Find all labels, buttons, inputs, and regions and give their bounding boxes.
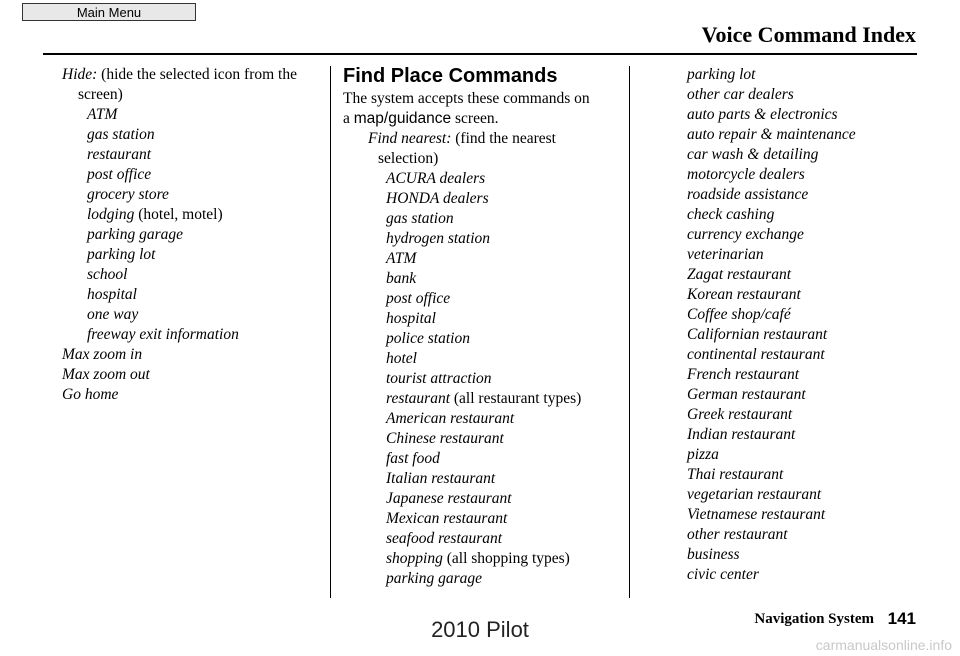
list-item: auto repair & maintenance <box>687 126 856 143</box>
column-divider-left <box>330 66 331 598</box>
lodging-term: lodging <box>87 206 135 223</box>
hide-item-list-2 <box>62 225 322 345</box>
section-heading: Find Place Commands <box>343 65 558 87</box>
list-item: Italian restaurant <box>386 470 496 487</box>
find-nearest-entry <box>343 129 623 149</box>
list-item: HONDA dealers <box>386 190 489 207</box>
intro-line-1: The system accepts these commands on <box>343 90 590 107</box>
list-item: Californian restaurant <box>687 326 828 343</box>
list-item: currency exchange <box>687 226 804 243</box>
list-item: Greek restaurant <box>687 406 793 423</box>
list-item: check cashing <box>687 206 775 223</box>
list-item: ATM <box>386 250 417 267</box>
restaurant-entry <box>343 389 623 409</box>
list-item: other restaurant <box>687 526 788 543</box>
find-nearest-description-continued: selection) <box>378 150 439 167</box>
hide-description-continued: screen) <box>78 86 123 103</box>
list-item: Thai restaurant <box>687 466 784 483</box>
list-item: Coffee shop/café <box>687 306 791 323</box>
page-number: 141 <box>887 609 916 628</box>
place-list-a <box>343 169 623 389</box>
place-list-c <box>343 569 623 589</box>
watermark: carmanualsonline.info <box>815 637 952 653</box>
list-item: freeway exit information <box>87 326 239 343</box>
list-item: ATM <box>87 106 118 123</box>
list-item: civic center <box>687 566 759 583</box>
list-item: Vietnamese restaurant <box>687 506 826 523</box>
list-item: post office <box>87 166 152 183</box>
find-nearest-term: Find nearest: <box>368 130 452 147</box>
intro-suffix: screen. <box>451 110 499 127</box>
list-item: Korean restaurant <box>687 286 801 303</box>
hide-description: (hide the selected icon from the <box>97 66 297 83</box>
list-item: Max zoom out <box>62 366 150 383</box>
list-item: car wash & detailing <box>687 146 819 163</box>
list-item: veterinarian <box>687 246 764 263</box>
list-item: Indian restaurant <box>687 426 796 443</box>
list-item: continental restaurant <box>687 346 825 363</box>
hide-command-entry <box>62 65 322 85</box>
column-find-place <box>343 65 623 589</box>
list-item: fast food <box>386 450 440 467</box>
list-item: seafood restaurant <box>386 530 503 547</box>
list-item: Go home <box>62 386 119 403</box>
page-title: Voice Command Index <box>701 22 916 47</box>
restaurant-description: (all restaurant types) <box>450 390 582 407</box>
hide-term: Hide: <box>62 66 98 83</box>
list-item: German restaurant <box>687 386 806 403</box>
intro-line-2 <box>343 109 623 129</box>
list-item: Chinese restaurant <box>386 430 504 447</box>
list-item: tourist attraction <box>386 370 492 387</box>
list-item: ACURA dealers <box>386 170 486 187</box>
vehicle-model-label: 2010 Pilot <box>431 617 529 642</box>
intro-prefix: a <box>343 110 354 127</box>
list-item: Mexican restaurant <box>386 510 508 527</box>
list-item: French restaurant <box>687 366 800 383</box>
list-item: Max zoom in <box>62 346 143 363</box>
list-item: Japanese restaurant <box>386 490 512 507</box>
place-list-b <box>343 409 623 549</box>
list-item: other car dealers <box>687 86 794 103</box>
shopping-term: shopping <box>386 550 443 567</box>
list-item: hydrogen station <box>386 230 491 247</box>
main-menu-button[interactable]: Main Menu <box>22 3 196 21</box>
list-item: pizza <box>687 446 719 463</box>
list-item: roadside assistance <box>687 186 809 203</box>
find-nearest-description: (find the nearest <box>451 130 556 147</box>
footer-section-name: Navigation System <box>754 611 874 627</box>
column-divider-right <box>629 66 630 598</box>
list-item: American restaurant <box>386 410 515 427</box>
header-divider <box>43 53 917 55</box>
list-item: Zagat restaurant <box>687 266 792 283</box>
list-item: bank <box>386 270 417 287</box>
list-item: restaurant <box>87 146 152 163</box>
list-item: hospital <box>87 286 137 303</box>
list-item: parking garage <box>386 570 483 587</box>
hide-item-list <box>62 105 322 205</box>
list-item: auto parts & electronics <box>687 106 838 123</box>
shopping-entry <box>343 549 623 569</box>
list-item: hotel <box>386 350 417 367</box>
restaurant-term: restaurant <box>386 390 451 407</box>
list-item: business <box>687 546 740 563</box>
list-item: grocery store <box>87 186 169 203</box>
column-find-place-continued <box>687 65 937 585</box>
list-item: police station <box>386 330 470 347</box>
list-item: parking lot <box>687 66 756 83</box>
list-item: motorcycle dealers <box>687 166 805 183</box>
screen-name: map/guidance <box>353 110 452 127</box>
list-item: post office <box>386 290 451 307</box>
zoom-home-list <box>62 345 322 405</box>
lodging-description: (hotel, motel) <box>134 206 223 223</box>
list-item: parking garage <box>87 226 184 243</box>
list-item: school <box>87 266 128 283</box>
list-item: vegetarian restaurant <box>687 486 822 503</box>
list-item: one way <box>87 306 139 323</box>
list-item: gas station <box>386 210 454 227</box>
shopping-description: (all shopping types) <box>442 550 570 567</box>
list-item: gas station <box>87 126 155 143</box>
list-item: parking lot <box>87 246 156 263</box>
place-list-continued <box>687 65 937 585</box>
lodging-entry <box>62 205 322 225</box>
list-item: hospital <box>386 310 436 327</box>
column-hide-commands <box>62 65 322 405</box>
